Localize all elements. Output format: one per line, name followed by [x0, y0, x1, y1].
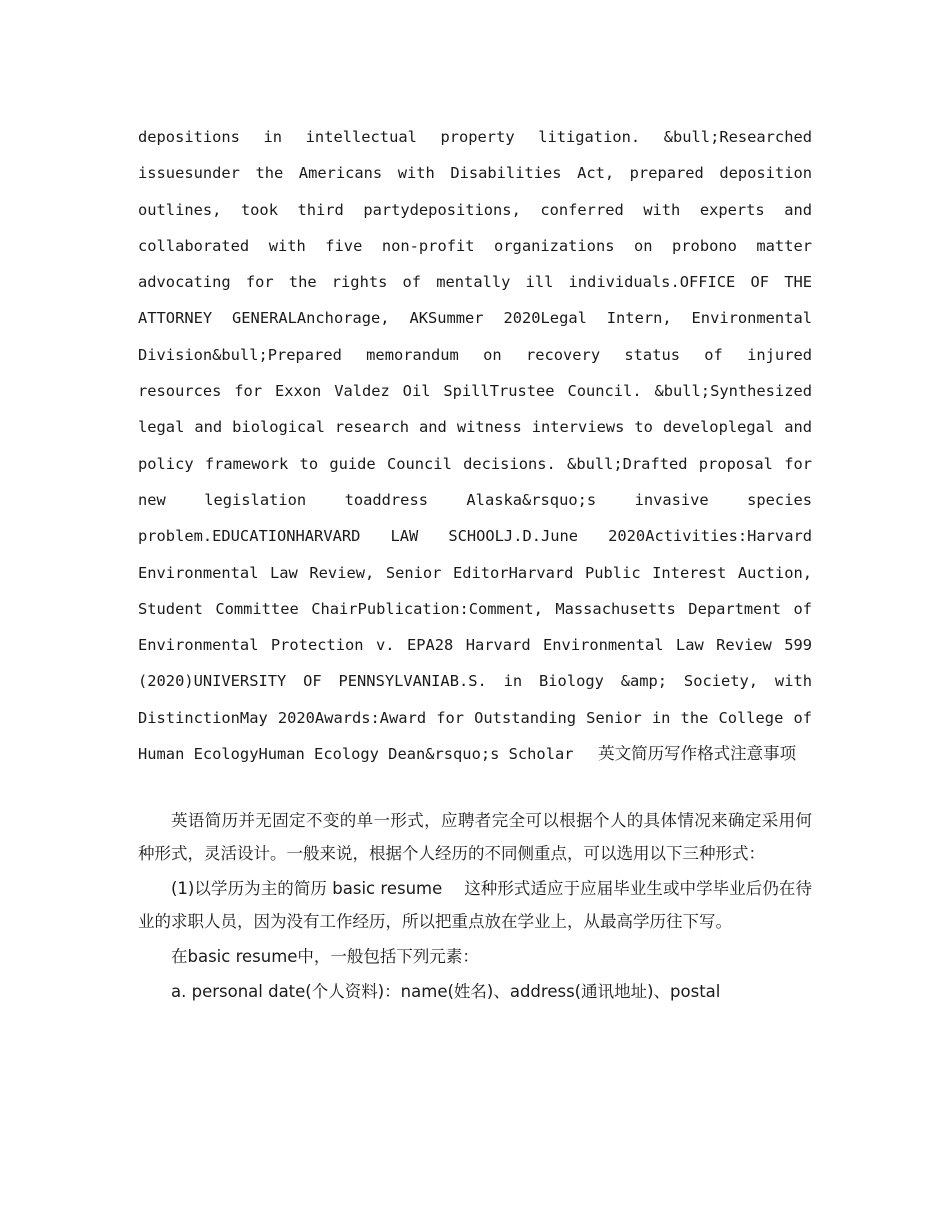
resume-sample-paragraph	[138, 119, 812, 772]
basic-resume-paragraph: (1)以学历为主的简历 basic resume 这种形式适应于应届毕业生或中学毕业后仍在待业的求职人员，因为没有工作经历，所以把重点放在学业上，从最高学历往下写。	[138, 879, 812, 931]
resume-sample-text: depositions in intellectual property litigation. &bull;Researched issuesunder the Americans with Disabilities Act, prepared deposition outlines, took third partydepositions, conferred with experts and collaborated with five non-profit organizations on probono matter advocating for the rights of mentally ill individuals.OFFICE OF THE ATTORNEY GENERALAnchorage, AKSummer 2020Legal Intern, Environmental Division&bull;Prepared memorandum on recovery status of injured resources for Exxon Valdez Oil SpillTrustee Council. &bull;Synthesized legal and biological research and witness interviews to developlegal and policy framework to guide Council decisions. &bull;Drafted proposal for new legislation toaddress Alaska&rsquo;s invasive species problem.EDUCATIONHARVARD LAW SCHOOLJ.D.June 2020Activities:Harvard Environmental Law Review, Senior EditorHarvard Public Interest Auction, Student Committee ChairPublication:Comment, Massachusetts Department of Environmental Protection v. EPA28 Harvard Environmental Law Review 599 (2020)UNIVERSITY OF PENNSYLVANIAB.S. in Biology &amp; Society, with DistinctionMay 2020Awards:Award for Outstanding Senior in the College of Human EcologyHuman Ecology Dean&rsquo;s Scholar	[138, 128, 812, 764]
personal-data-item: a. personal date(个人资料)：name(姓名)、address(通讯地址)、postal	[171, 982, 721, 1001]
elements-intro-paragraph: 在basic resume中，一般包括下列元素：	[171, 947, 479, 966]
intro-paragraph: 英语简历并无固定不变的单一形式，应聘者完全可以根据个人的具体情况来确定采用何种形式，灵活设计。一般来说，根据个人经历的不同侧重点，可以选用以下三种形式：	[138, 811, 812, 863]
guide-section	[138, 804, 812, 1008]
section-heading: 英文简历写作格式注意事项	[598, 744, 797, 764]
